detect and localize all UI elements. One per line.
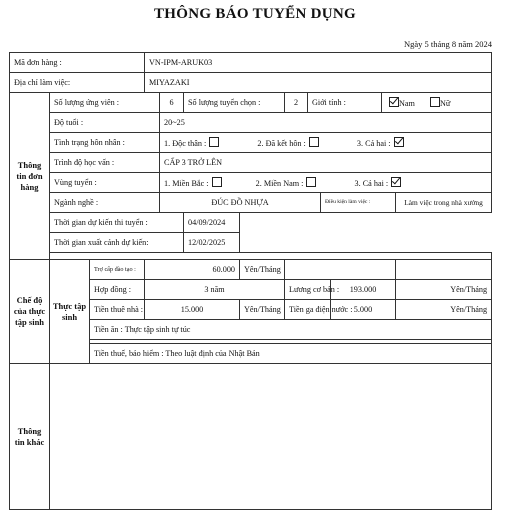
region-north-checkbox[interactable] <box>212 177 222 187</box>
departure-label: Thời gian xuất cảnh dự kiến: <box>50 233 184 253</box>
section-trainee-regime: Chế độ của thực tập sinh <box>10 260 50 364</box>
industry-label: Ngành nghề : <box>50 193 160 213</box>
page-title: THÔNG BÁO TUYỂN DỤNG <box>154 6 356 22</box>
education-label: Trình độ học vấn : <box>50 153 160 173</box>
exam-value: 04/09/2024 <box>184 213 240 233</box>
marital-label: Tình trạng hôn nhân : <box>50 133 160 153</box>
marital-options <box>160 133 492 153</box>
spacer-row <box>50 253 492 260</box>
male-checkbox[interactable] <box>389 97 399 107</box>
utilities-label: Tiền ga điện nước : <box>285 300 331 320</box>
region-south-label: 2. Miền Nam : <box>255 179 304 188</box>
selected-label: Số lượng tuyển chọn : <box>184 93 285 113</box>
utilities-unit: Yên/Tháng <box>396 300 492 320</box>
training-allowance-unit: Yên/Tháng <box>240 260 285 280</box>
salary-value: 193.000 <box>331 280 396 300</box>
candidates-label: Số lượng ứng viên : <box>50 93 160 113</box>
gender-options <box>382 93 492 113</box>
male-label: Nam <box>399 99 415 108</box>
document-date: Ngày 5 tháng 8 năm 2024 <box>403 39 492 49</box>
order-label: Mã đơn hàng : <box>10 53 145 73</box>
departure-blank <box>240 233 492 253</box>
work-condition-label: Điều kiện làm việc : <box>321 193 396 213</box>
region-both-checkbox[interactable] <box>391 177 401 187</box>
marital-single-label: 1. Độc thân : <box>164 139 207 148</box>
training-blank <box>285 260 396 280</box>
region-label: Vùng tuyển : <box>50 173 160 193</box>
training-allowance-label: Trợ cấp đào tạo : <box>90 260 145 280</box>
salary-label: Lương cơ bản : <box>285 280 331 300</box>
section-other-info: Thông tin khác <box>10 364 50 510</box>
marital-both-label: 3. Cả hai : <box>356 139 391 148</box>
region-both-label: 3. Cả hai : <box>354 179 389 188</box>
female-label: Nữ <box>439 99 451 108</box>
age-value: 20~25 <box>160 113 492 133</box>
region-south-checkbox[interactable] <box>306 177 316 187</box>
section-trainee: Thực tập sinh <box>50 260 90 364</box>
recruitment-form <box>9 52 492 510</box>
age-label: Độ tuổi : <box>50 113 160 133</box>
utilities-value: 5.000 <box>331 300 396 320</box>
meals-note: Tiền ăn : Thực tập sinh tự túc <box>90 320 492 340</box>
departure-value: 12/02/2025 <box>184 233 240 253</box>
rent-unit: Yên/Tháng <box>240 300 285 320</box>
salary-unit: Yên/Tháng <box>396 280 492 300</box>
rent-value: 15.000 <box>145 300 240 320</box>
work-condition-value: Làm việc trong nhà xưởng <box>396 193 492 213</box>
marital-single-checkbox[interactable] <box>209 137 219 147</box>
region-options <box>160 173 492 193</box>
female-checkbox[interactable] <box>430 97 440 107</box>
marital-married-label: 2. Đã kết hôn : <box>257 139 306 148</box>
gender-label: Giới tính : <box>308 93 382 113</box>
workplace-value: MIYAZAKI <box>145 73 492 93</box>
workplace-label: Địa chỉ làm việc: <box>10 73 145 93</box>
exam-blank <box>240 213 492 233</box>
marital-married-checkbox[interactable] <box>309 137 319 147</box>
training-allowance-value: 60.000 <box>145 260 240 280</box>
industry-value: ĐÚC ĐỒ NHỰA <box>160 193 321 213</box>
tax-note: Tiền thuế, bảo hiểm : Theo luật định của Nhật Bản <box>90 344 492 364</box>
exam-label: Thời gian dự kiến thi tuyển : <box>50 213 184 233</box>
rent-label: Tiền thuê nhà : <box>90 300 145 320</box>
other-info-content <box>50 364 492 510</box>
education-value: CẤP 3 TRỞ LÊN <box>160 153 492 173</box>
region-north-label: 1. Miền Bắc : <box>164 179 209 188</box>
contract-label: Hợp đồng : <box>90 280 145 300</box>
contract-value: 3 năm <box>145 280 285 300</box>
order-value: VN-IPM-ARUK03 <box>145 53 492 73</box>
selected-value: 2 <box>285 93 308 113</box>
candidates-value: 6 <box>160 93 184 113</box>
training-blank-2 <box>396 260 492 280</box>
marital-both-checkbox[interactable] <box>394 137 404 147</box>
section-order-info: Thông tin đơn hàng <box>10 93 50 260</box>
